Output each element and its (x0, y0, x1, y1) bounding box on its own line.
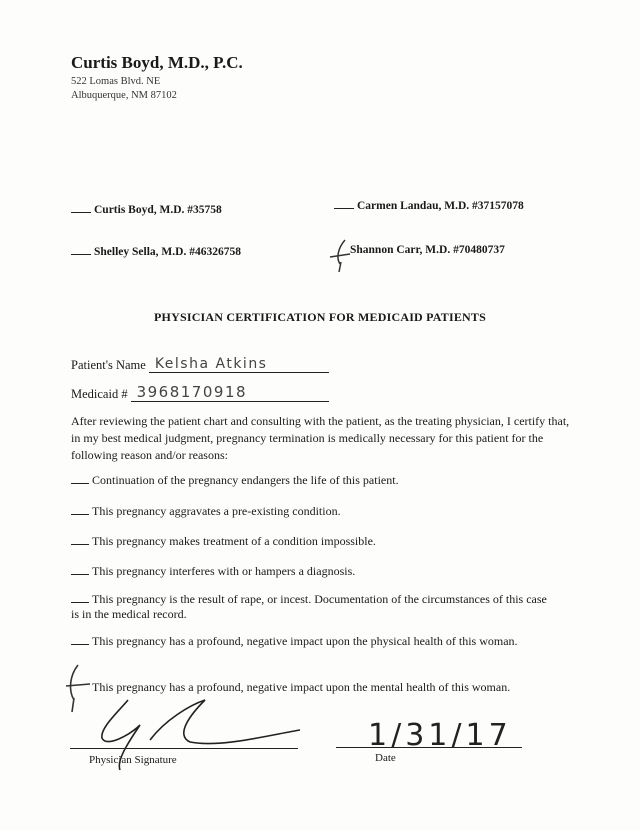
physician-signature (102, 700, 300, 770)
medicaid-label: Medicaid # (71, 387, 128, 401)
physician-label: Shelley Sella, M.D. #46326758 (94, 246, 241, 258)
practice-name: Curtis Boyd, M.D., P.C. (71, 53, 243, 72)
reason-text: This pregnancy aggravates a pre-existing condition. (92, 504, 341, 518)
patient-name-value: Kelsha Atkins (154, 356, 268, 372)
medicaid-value: 3968170918 (136, 383, 248, 401)
signature-label: Physician Signature (89, 754, 177, 766)
reason-text: This pregnancy has a profound, negative impact upon the physical health of this woman. (92, 634, 518, 648)
reason-text: This pregnancy has a profound, negative impact upon the mental health of this woman. (92, 680, 511, 694)
address-line-2: Albuquerque, NM 87102 (71, 90, 177, 101)
reason-text: Continuation of the pregnancy endangers the life of this patient. (92, 473, 399, 487)
physician-label: Curtis Boyd, M.D. #35758 (94, 204, 222, 216)
reason-text: This pregnancy interferes with or hampers a diagnosis. (92, 564, 356, 578)
check-mark-mental (66, 665, 90, 712)
address-line-1: 522 Lomas Blvd. NE (71, 76, 161, 87)
date-value: 1/31/17 (368, 718, 512, 753)
physician-label: Shannon Carr, M.D. #70480737 (350, 244, 505, 256)
form-heading: PHYSICIAN CERTIFICATION FOR MEDICAID PATIENTS (154, 310, 486, 324)
date-label: Date (375, 752, 396, 764)
certification-statement: After reviewing the patient chart and consulting with the patient, as the treating physician, I certify that, in my best medical judgment, pregnancy termination is medically necessary for this patient for the following reason and/or reasons: (71, 414, 570, 462)
physician-label: Carmen Landau, M.D. #37157078 (357, 200, 524, 212)
reason-text: This pregnancy is the result of rape, or incest. Documentation of the circumstances of this case is in the medical record. (71, 592, 547, 621)
reason-text: This pregnancy makes treatment of a condition impossible. (92, 534, 376, 548)
patient-name-label: Patient's Name (71, 358, 146, 372)
check-mark-carr (330, 240, 350, 272)
